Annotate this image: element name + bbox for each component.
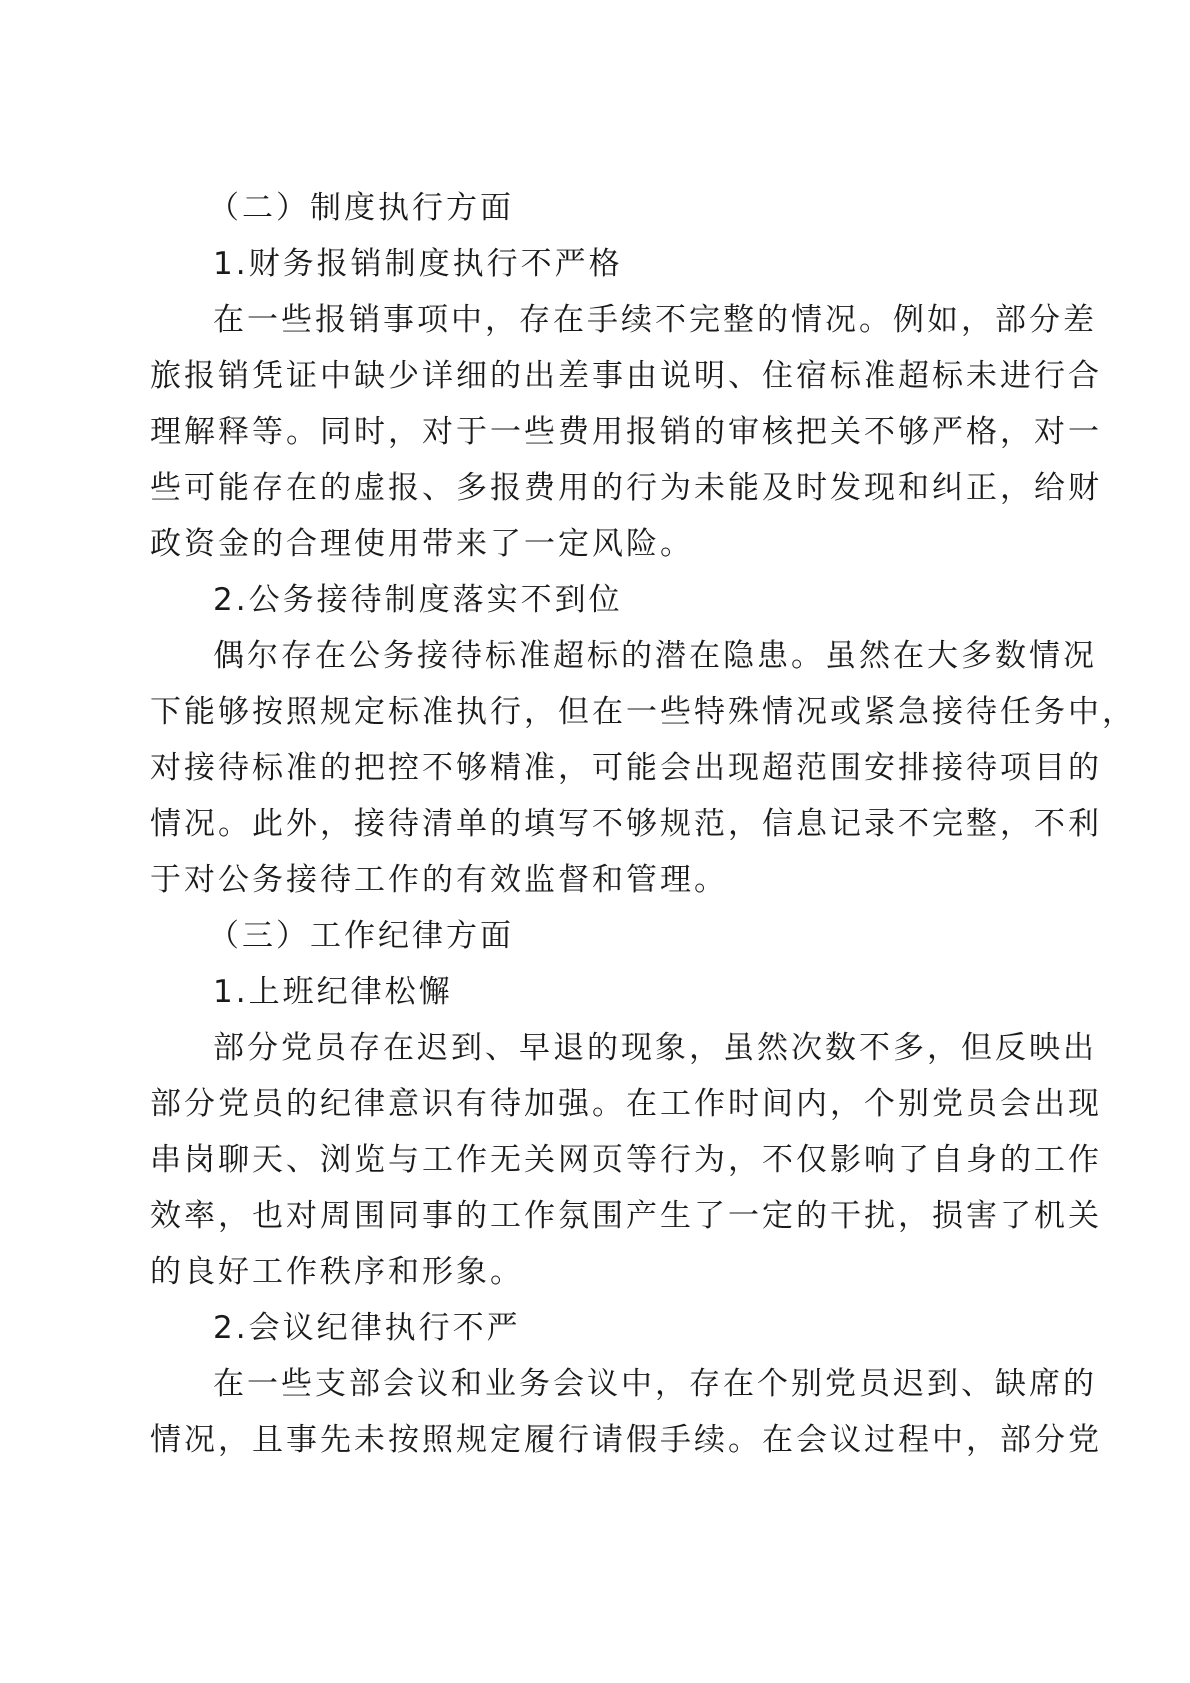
section-heading-work-discipline: （三）工作纪律方面 bbox=[208, 918, 514, 954]
paragraph-line: 的良好工作秩序和形象。 bbox=[150, 1254, 524, 1290]
subheading-meeting-discipline: 2.会议纪律执行不严 bbox=[213, 1310, 521, 1346]
paragraph-line: 在一些报销事项中，存在手续不完整的情况。例如，部分差 bbox=[213, 302, 1097, 338]
paragraph-line: 于对公务接待工作的有效监督和管理。 bbox=[150, 862, 728, 898]
paragraph-line: 政资金的合理使用带来了一定风险。 bbox=[150, 526, 694, 562]
subheading-attendance-discipline: 1.上班纪律松懈 bbox=[213, 974, 453, 1010]
document-body bbox=[150, 180, 1136, 1468]
paragraph-line: 在一些支部会议和业务会议中，存在个别党员迟到、缺席的 bbox=[213, 1366, 1097, 1402]
paragraph-line: 旅报销凭证中缺少详细的出差事由说明、住宿标准超标未进行合 bbox=[150, 358, 1102, 394]
subheading-financial-reimbursement: 1.财务报销制度执行不严格 bbox=[213, 246, 623, 282]
paragraph-line: 效率，也对周围同事的工作氛围产生了一定的干扰，损害了机关 bbox=[150, 1198, 1102, 1234]
paragraph-line: 偶尔存在公务接待标准超标的潜在隐患。虽然在大多数情况 bbox=[213, 638, 1097, 674]
paragraph-line: 部分党员的纪律意识有待加强。在工作时间内，个别党员会出现 bbox=[150, 1086, 1102, 1122]
paragraph-line: 下能够按照规定标准执行，但在一些特殊情况或紧急接待任务中， bbox=[150, 694, 1136, 730]
paragraph-line: 串岗聊天、浏览与工作无关网页等行为，不仅影响了自身的工作 bbox=[150, 1142, 1102, 1178]
section-heading-institution-execution: （二）制度执行方面 bbox=[208, 190, 514, 226]
subheading-official-reception: 2.公务接待制度落实不到位 bbox=[213, 582, 623, 618]
paragraph-line: 情况，且事先未按照规定履行请假手续。在会议过程中，部分党 bbox=[150, 1422, 1102, 1458]
paragraph-line: 部分党员存在迟到、早退的现象，虽然次数不多，但反映出 bbox=[213, 1030, 1097, 1066]
paragraph-line: 情况。此外，接待清单的填写不够规范，信息记录不完整，不利 bbox=[150, 806, 1102, 842]
paragraph-line: 对接待标准的把控不够精准，可能会出现超范围安排接待项目的 bbox=[150, 750, 1102, 786]
paragraph-line: 理解释等。同时，对于一些费用报销的审核把关不够严格，对一 bbox=[150, 414, 1102, 450]
paragraph-line: 些可能存在的虚报、多报费用的行为未能及时发现和纠正，给财 bbox=[150, 470, 1102, 506]
